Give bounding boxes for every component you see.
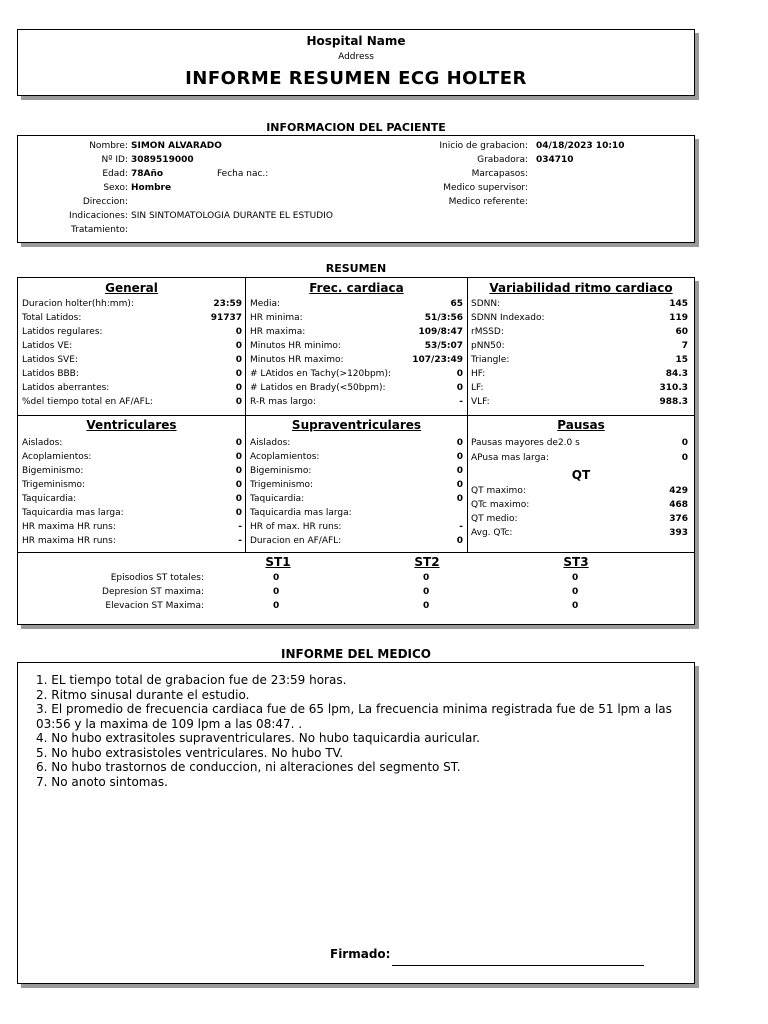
patient-address-label: Direccion:: [82, 197, 128, 207]
st-row-label: Episodios ST totales:: [110, 573, 204, 583]
patient-age-value: 78Año: [131, 169, 164, 179]
report-header: [17, 29, 695, 96]
patient-id-value: 3089519000: [131, 155, 194, 165]
hospital-address: Address: [338, 52, 374, 62]
summary-section-title: RESUMEN: [325, 262, 387, 275]
referring-doctor-label: Medico referente:: [448, 197, 528, 207]
supraventricular-title: Supraventriculares: [291, 418, 422, 432]
indications-value: SIN SINTOMATOLOGIA DURANTE EL ESTUDIO: [131, 211, 333, 221]
doctor-report-box: [17, 662, 695, 984]
st2-header: ST2: [414, 555, 440, 569]
recording-start-value: 04/18/2023 10:10: [536, 141, 625, 151]
summary-divider: [18, 415, 694, 416]
recorder-value: 034710: [536, 155, 574, 165]
supervisor-label: Medico supervisor:: [443, 183, 528, 193]
list-item: 7. No anoto sintomas.: [36, 774, 168, 789]
summary-divider: [18, 552, 694, 553]
list-item: 2. Ritmo sinusal durante el estudio.: [36, 687, 250, 702]
hrv-title: Variabilidad ritmo cardiaco: [489, 281, 673, 295]
heart-rate-title: Frec. cardiaca: [309, 281, 404, 295]
summary-box: General Duracion holter(hh:mm): 23:59 Total Latidos: 91737 Latidos regulares: 0 Latidos VE: 0 Latidos SVE: 0 Latidos BBB: 0 Latidos aberrantes: 0 %del tiempo total en AF/AFL: 0 Frec. cardiaca Media: 65 HR minima: 51/3:56 HR maxima: 109/8:47 Minutos HR minimo: 53/5:07 Minutos HR maximo: 107/23:49 # LAtidos en Tachy(>120bpm): 0 # Latidos en Brady(<50bpm): 0 R-R mas largo: - Variabilidad ritmo cardiaco SDNN: 145 SDNN Indexado: 119 rMSSD: 60 pNN50: 7 Triangle: 15 HF: 84.3 LF: 310.3 VLF: 988.3 Ventriculares Aislados: 0 Acoplamientos: 0 Bigeminismo: 0 Trigeminismo: 0 Taquicardia: 0 Taquicardia mas larga: 0 HR maxima HR runs: - HR maxima HR runs: - Supraventriculares Aislados: 0 Acoplamientos: 0 Bigeminismo: 0 Trigeminismo: 0 Taquicardia: 0 Taquicardia mas larga: HR of max. HR runs: - Duracion en AF/AFL: 0 Pausas Pausas mayores de2.0 s 0 APusa mas larga: 0 QT QT maximo: 429 QTc maximo: 468 QT medio: 376 Avg. QTc: 393 ST1 ST2 ST3 Episodios ST totales: 0 0 0 Depresion ST maxima: 0 0 0 Elevacion ST Maxima: 0 0 0: [17, 277, 695, 625]
report-title: INFORME RESUMEN ECG HOLTER: [185, 68, 527, 89]
doctor-section-title: INFORME DEL MEDICO: [280, 647, 432, 661]
patient-name-value: SIMON ALVARADO: [131, 141, 222, 151]
st-row-value: 0: [273, 587, 280, 597]
st3-header: ST3: [563, 555, 589, 569]
st-row-label: Depresion ST maxima:: [102, 587, 204, 597]
qt-title: QT: [571, 468, 591, 482]
signed-label: Firmado:: [330, 947, 391, 961]
list-item: 3. El promedio de frecuencia cardiaca fue de 65 lpm, La frecuencia minima registrada fue de 51 lpm a las 03:56 y la maxima de 109 lpm a las 08:47. .: [36, 702, 672, 731]
patient-age-label: Edad:: [102, 169, 128, 179]
birth-date-label: Fecha nac.:: [217, 169, 269, 179]
st-row-value: 0: [273, 601, 280, 611]
patient-id-label: Nº ID:: [101, 155, 128, 165]
ventricular-title: Ventriculares: [86, 418, 177, 432]
st1-header: ST1: [265, 555, 291, 569]
st-row-value: 0: [423, 587, 430, 597]
patient-sex-value: Hombre: [131, 183, 172, 193]
patient-section-title: INFORMACION DEL PACIENTE: [266, 121, 446, 134]
st-row-label: Elevacion ST Maxima:: [105, 601, 204, 611]
list-item: 6. No hubo trastornos de conduccion, ni alteraciones del segmento ST.: [36, 760, 461, 774]
doctor-notes: [36, 673, 676, 789]
list-item: 1. EL tiempo total de grabacion fue de 23:59 horas.: [36, 673, 347, 687]
treatment-label: Tratamiento:: [70, 225, 128, 235]
indications-label: Indicaciones:: [69, 211, 128, 221]
pauses-title: Pausas: [557, 418, 605, 432]
st-row-value: 0: [572, 573, 579, 583]
signature-line: [392, 965, 644, 966]
recording-start-label: Inicio de grabacion:: [439, 141, 528, 151]
list-item: 4. No hubo extrasitoles supraventriculares. No hubo taquicardia auricular.: [36, 731, 480, 745]
hospital-name: Hospital Name: [306, 34, 406, 48]
general-title: General: [105, 281, 158, 295]
pacemaker-label: Marcapasos:: [471, 169, 528, 179]
patient-sex-label: Sexo:: [103, 183, 128, 193]
st-row-value: 0: [572, 587, 579, 597]
st-row-value: 0: [423, 601, 430, 611]
st-row-value: 0: [423, 573, 430, 583]
st-row-value: 0: [273, 573, 280, 583]
recorder-label: Grabadora:: [477, 155, 528, 165]
list-item: 5. No hubo extrasistoles ventriculares. No hubo TV.: [36, 745, 344, 760]
st-row-value: 0: [572, 601, 579, 611]
patient-info-box: [17, 135, 695, 243]
patient-name-label: Nombre:: [89, 141, 128, 151]
